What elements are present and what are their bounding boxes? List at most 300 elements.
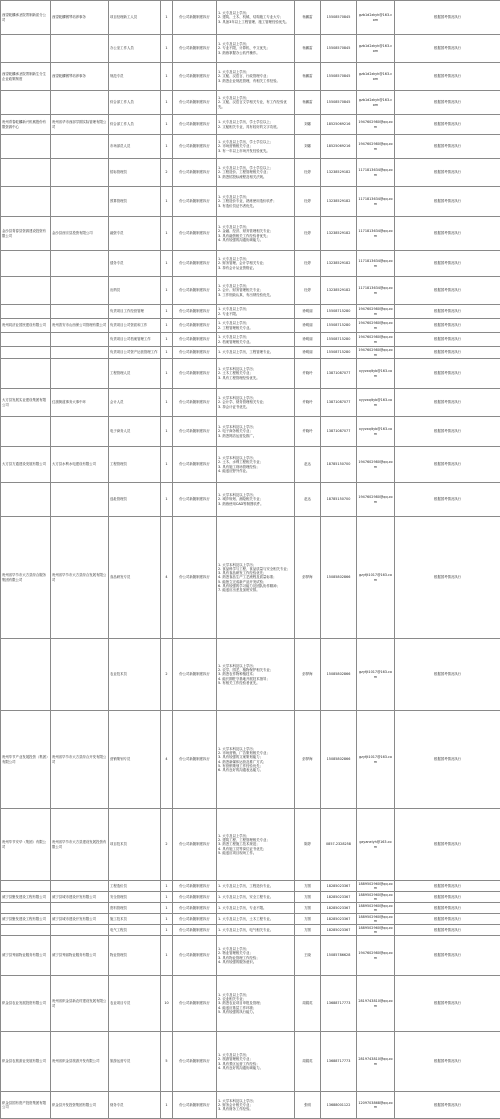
contact-person-cell: 杨鹏雷 [295,35,321,63]
headcount-cell: 1 [161,135,173,159]
note-cell: 根据国考情况执行 [395,914,500,925]
requirement-line: 1. 大专及以上学历； [218,195,293,199]
requirement-line: 5. 能独立完成新产品开发试验； [218,580,293,584]
contact-person-cell: 彭梦海 [295,517,321,639]
department-cell [51,135,109,159]
phone-cell: 15508715280 [321,333,357,347]
employment-mode-cell: 份公司新随制度执行 [173,305,217,319]
requirements-cell [217,881,295,892]
phone-cell: 13871087077 [321,389,357,417]
headcount-cell: 10 [161,976,173,1032]
note-cell: 根据国考情况执行 [395,517,500,639]
company-cell [1,639,51,711]
requirement-line: 3. 熟悉网店运营及推广。 [218,434,293,438]
table-row [1,347,500,359]
requirement-line: 1. 大学本科及以上学历； [218,425,293,429]
employment-mode-cell: 份公司新随制度执行 [173,333,217,347]
requirements-cell [217,251,295,277]
requirements-cell [217,359,295,389]
requirement-line: 4. 具有较强的沟通协调能力。 [218,238,293,242]
requirement-line: 6. 具有较强的学习能力及团队协作精神； [218,584,293,588]
email-cell: 1947602980@qq.com [357,333,395,347]
phone-cell: 13238529182 [321,187,357,217]
department-cell [51,333,109,347]
company-cell [1,135,51,159]
requirement-line: 1. 大专及以上学历，专业不限。 [218,906,293,910]
requirements-cell [217,936,295,976]
table-row [1,483,500,517]
requirement-line: 1. 大专及以上学历，学士学位以上； [218,120,293,124]
requirement-line: 2. 专业不限。 [218,312,293,316]
note-cell: 根据国考情况执行 [395,63,500,91]
headcount-cell: 2 [161,159,173,187]
department-cell [51,277,109,305]
phone-cell: 13688717773 [321,1032,357,1092]
contact-person-cell: 杨鹏雷 [295,63,321,91]
table-row [1,1,500,35]
email-cell: 1889502960@qq.com [357,881,395,892]
requirement-line: 2. 档案管理相关专业。 [218,340,293,344]
position-cell: 负责项目公司档案管理工作 [109,333,161,347]
employment-mode-cell: 份公司新随制度执行 [173,639,217,711]
company-cell [1,251,51,277]
table-row [1,159,500,187]
contact-person-cell: 张明 [295,1092,321,1119]
email-cell: gzb1d2zkyh@163.com [357,63,395,91]
employment-mode-cell: 份公司新随制度执行 [173,892,217,903]
note-cell: 根据国考情况执行 [395,639,500,711]
requirement-line: 2. 土木、水利工程相关专业； [218,460,293,464]
phone-cell: 13238529182 [321,217,357,251]
email-cell: gzb1d2zkyh@163.com [357,91,395,115]
employment-mode-cell: 份公司新随制度执行 [173,809,217,881]
department-cell [51,359,109,389]
email-cell: 1889502960@qq.com [357,925,395,936]
note-cell: 根据国考情况执行 [395,217,500,251]
email-cell: 2819743810@qq.com [357,1032,395,1092]
requirement-line: 2. 金融、经济、财务管理相关专业； [218,229,293,233]
requirements-cell [217,892,295,903]
requirement-line: 4. 能适应野外作业。 [218,469,293,473]
table-row [1,63,500,91]
phone-cell: 15508715280 [321,319,357,333]
position-cell: 电气工程员 [109,925,161,936]
headcount-cell: 4 [161,517,173,639]
position-cell: 农业技术员 [109,639,161,711]
table-row [1,187,500,217]
department-cell [51,91,109,115]
requirement-line: 4. 具有良好的沟通协调能力。 [218,1066,293,1070]
company-cell [1,159,51,187]
table-row [1,809,500,881]
phone-cell: 15508570845 [321,91,357,115]
requirement-line: 1. 大专及以上学历； [218,96,293,100]
employment-mode-cell: 份公司新随制度执行 [173,517,217,639]
email-cell: 1889502960@qq.com [357,903,395,914]
headcount-cell: 1 [161,333,173,347]
requirement-line: 1. 大学本科及以上学历； [218,493,293,497]
requirement-line: 1. 大专及以上学历； [218,307,293,311]
requirement-line: 3. 持会计证书优先。 [218,405,293,409]
requirement-line: 2. 建筑、土木、机械、结构施工专业大专； [218,15,293,19]
requirement-line: 1. 大专及以上学历； [218,11,293,15]
note-cell: 根据国考情况执行 [395,187,500,217]
phone-cell: 18785150700 [321,483,357,517]
contact-person-cell: 杨鹏雷 [295,91,321,115]
headcount-cell: 1 [161,251,173,277]
note-cell: 根据国考情况执行 [395,925,500,936]
contact-person-cell: 杜婷 [295,251,321,277]
phone-cell: 18285023367 [321,892,357,903]
email-cell: 1171813634@qq.com [357,251,395,277]
headcount-cell: 1 [161,1,173,35]
table-row [1,135,500,159]
contact-person-cell: 陈婷 [295,809,321,881]
table-row [1,936,500,976]
phone-cell: 18525069216 [321,115,357,135]
headcount-cell: 1 [161,91,173,115]
headcount-cell: 2 [161,809,173,881]
employment-mode-cell: 份公司新随制度执行 [173,115,217,135]
requirement-line: 2. 财务会计相关专业； [218,1103,293,1107]
requirements-cell [217,35,295,63]
employment-mode-cell: 份公司新随制度执行 [173,159,217,187]
email-cell: 1947602980@qq.com [357,135,395,159]
company-cell: 金沙县青春县资源建设投资有限公司 [1,217,51,251]
requirements-cell [217,115,295,135]
headcount-cell: 1 [161,914,173,925]
requirements-cell [217,1,295,35]
requirement-line: 2. 专业不限，计算机、中文优先； [218,46,293,50]
note-cell: 根据国考情况执行 [395,903,500,914]
requirements-cell [217,305,295,319]
note-cell: 根据国考情况执行 [395,881,500,892]
note-cell: 根据国考情况执行 [395,483,500,517]
table-row [1,1032,500,1092]
employment-mode-cell: 份公司新随制度执行 [173,319,217,333]
note-cell: 根据国考情况执行 [395,892,500,903]
headcount-cell: 1 [161,447,173,483]
requirement-line: 1. 大专及以上学历； [218,284,293,288]
department-cell: 威宁县城市建设开发有限公司 [51,892,109,903]
phone-cell: 15508570845 [321,1,357,35]
requirements-cell [217,976,295,1032]
table-row [1,925,500,936]
requirements-cell [217,1092,295,1119]
email-cell: 1947602980@qq.com [357,483,395,517]
phone-cell: 13688717773 [321,976,357,1032]
table-row [1,1092,500,1119]
requirement-line: 2. 电子商务相关专业； [218,429,293,433]
email-cell: 1947602980@qq.com [357,936,395,976]
contact-person-cell: 刘娜 [295,115,321,135]
email-cell: 2819743810@qq.com [357,976,395,1032]
table-row [1,447,500,483]
requirements-cell [217,187,295,217]
email-cell: xyyzxqltyb@163.com [357,417,395,447]
email-cell: gzyanelyh@163.com [357,809,395,881]
table-row [1,976,500,1032]
company-cell [1,347,51,359]
table-row [1,333,500,347]
company-cell [1,483,51,517]
phone-cell: 13688001122 [321,1092,357,1119]
note-cell: 根据国考情况执行 [395,1092,500,1119]
requirement-line: 1. 大专及以上学历，电气相关专业。 [218,928,293,932]
position-cell: 营销策划专员 [109,711,161,809]
requirement-line: 1. 大专及以上学历； [218,70,293,74]
headcount-cell: 1 [161,217,173,251]
company-cell: 威宁县聚发建设工程有限公司 [1,892,51,903]
requirement-line: 1. 大专及以上学历，安全工程专业。 [218,895,293,899]
requirement-line: 2. 文秘、汉语言文学相关专业，有工作经验优先。 [218,100,293,108]
department-cell: 西望乾麟钢琴培养事务 [51,1,109,35]
company-cell: 威宁县聚发建设工程有限公司 [1,914,51,925]
table-row [1,35,500,63]
contact-person-cell: 徐明丽 [295,305,321,319]
contact-person-cell: 杨鹏雷 [295,1,321,35]
contact-person-cell: 方圆 [295,914,321,925]
department-cell: 威宁县秀丽物业服务有限公司 [51,936,109,976]
department-cell: 贵州省毕节市大方县综合发展有限公司 [51,517,109,639]
phone-cell: 15508715280 [321,305,357,319]
headcount-cell: 1 [161,936,173,976]
contact-person-cell: 徐明丽 [295,333,321,347]
employment-mode-cell: 份公司新随制度执行 [173,903,217,914]
requirement-line: 2. 旅游管理相关专业； [218,1057,293,1061]
position-cell: 工程管理人员 [109,359,161,389]
requirement-line: 1. 大专及以上学历； [218,1053,293,1057]
email-cell: 1889502960@qq.com [357,914,395,925]
email-cell: 1947602980@qq.com [357,115,395,135]
department-cell [51,347,109,359]
contact-person-cell: 方圆 [295,892,321,903]
contact-person-cell: 杜婷 [295,277,321,305]
employment-mode-cell: 份公司新随制度执行 [173,976,217,1032]
note-cell: 根据国考情况执行 [395,976,500,1032]
requirement-line: 2. 建筑工程、工程管理相关专业； [218,838,293,842]
company-cell: 贵州同济业国民建设有限公司 [1,319,51,333]
email-cell: 1171813634@qq.com [357,187,395,217]
department-cell: 威宁县城市建设开发有限公司 [51,914,109,925]
phone-cell: 15508570845 [321,35,357,63]
position-cell: 项目经理新工人员 [109,1,161,35]
requirements-cell [217,1032,295,1092]
table-row [1,389,500,417]
department-cell: 西望乾麟钢琴培养事务 [51,63,109,91]
table-row [1,711,500,809]
requirements-cell [217,711,295,809]
requirement-line: 6. 具有良好的沟通表达能力。 [218,768,293,772]
contact-person-cell: 周娟英 [295,976,321,1032]
headcount-cell: 1 [161,417,173,447]
requirement-line: 1. 大专及以上学历，学士学位以上； [218,166,293,170]
requirements-cell [217,925,295,936]
requirement-line: 4. 熟悉食品生产工艺流程及质量标准； [218,575,293,579]
department-cell: 贵州省华市西部学期实际管理有限公司 [51,115,109,135]
note-cell: 根据国考情况执行 [395,1032,500,1092]
contact-person-cell: 赵达 [295,483,321,517]
position-cell: 电子商务人员 [109,417,161,447]
requirements-cell [217,347,295,359]
table-row [1,881,500,892]
department-cell: 织金县开发投资集团有限公司 [51,1092,109,1119]
employment-mode-cell: 份公司新随制度执行 [173,881,217,892]
company-cell: 织金县农业发展投资有限公司 [1,976,51,1032]
employment-mode-cell: 份公司新随制度执行 [173,135,217,159]
requirement-line: 1. 大学本科及以上学历； [218,747,293,751]
requirement-line: 1. 大学本科及以上学历； [218,1099,293,1103]
company-cell [1,925,51,936]
contact-person-cell: 周娟英 [295,1032,321,1092]
company-cell: 贵州省毕节市大方县综合服务集团有限公司 [1,517,51,639]
position-cell: 综合部工作人员 [109,91,161,115]
note-cell: 根据国考情况执行 [395,417,500,447]
phone-cell: 13238529182 [321,251,357,277]
requirements-cell [217,639,295,711]
contact-person-cell: 刘娜 [295,135,321,159]
employment-mode-cell: 份公司新随制度执行 [173,711,217,809]
headcount-cell: 1 [161,347,173,359]
requirement-line: 3. 具有融资相关工作经验者优先； [218,234,293,238]
requirement-line: 2. 文秘相关专业，具有较好的文字功底。 [218,125,293,129]
contact-person-cell: 彭梦海 [295,639,321,711]
requirement-line: 5. 具有较强的执行能力。 [218,1010,293,1014]
company-cell [1,881,51,892]
email-cell: 1889502960@qq.com [357,892,395,903]
requirements-cell [217,447,295,483]
position-cell: 资料管理员 [109,903,161,914]
phone-cell: 13238529182 [321,159,357,187]
requirements-cell [217,63,295,91]
contact-person-cell: 许晓玲 [295,359,321,389]
headcount-cell: 1 [161,359,173,389]
headcount-cell: 1 [161,483,173,517]
department-cell: 贵州省毕节市大方县综合开发有限公司 [51,711,109,809]
position-cell: 施工技术员 [109,914,161,925]
requirement-line: 3. 具有施工现场管理经验； [218,465,293,469]
requirement-line: 2. 市场营销、广告策划相关专业； [218,751,293,755]
requirement-line: 2. 工程管理相关专业。 [218,326,293,330]
phone-cell: 18525069216 [321,135,357,159]
note-cell: 根据国考情况执行 [395,251,500,277]
headcount-cell: 1 [161,881,173,892]
contact-person-cell: 杜婷 [295,187,321,217]
requirement-line: 5. 有相关工作经验者优先。 [218,681,293,685]
position-cell: 规范专员 [109,63,161,91]
table-row [1,251,500,277]
table-row [1,914,500,925]
requirement-line: 4. 能适应基层工作环境； [218,1006,293,1010]
requirements-cell [217,319,295,333]
requirements-cell [217,903,295,914]
department-cell [51,251,109,277]
position-cell: 选址管理员 [109,483,161,517]
headcount-cell: 1 [161,277,173,305]
note-cell: 根据国考情况执行 [395,333,500,347]
requirement-line: 3. 持有会计从业资格证。 [218,266,293,270]
phone-cell: 18285023367 [321,903,357,914]
phone-cell: 18285023367 [321,925,357,936]
company-cell: 贵州毕节产业发展投资（集团）有限公司 [1,711,51,809]
department-cell [51,483,109,517]
contact-person-cell: 赵达 [295,447,321,483]
note-cell: 根据国考情况执行 [395,1,500,35]
department-cell: 大方县水利水电建设有限公司 [51,447,109,483]
email-cell: 1171813634@qq.com [357,159,395,187]
employment-mode-cell: 份公司新随制度执行 [173,187,217,217]
employment-mode-cell: 份公司新随制度执行 [173,389,217,417]
headcount-cell: 1 [161,187,173,217]
table-row [1,91,500,115]
requirement-line: 3. 具有物业管理工作经验； [218,956,293,960]
position-cell: 项目技术员 [109,809,161,881]
note-cell: 根据国考情况执行 [395,159,500,187]
table-row [1,277,500,305]
company-cell [1,91,51,115]
requirement-line: 1. 大学本科及以上学历； [218,396,293,400]
requirement-line: 1. 大专及以上学历，学士学位以上； [218,140,293,144]
email-cell: 1947602980@qq.com [357,347,395,359]
requirements-cell [217,91,295,115]
headcount-cell: 1 [161,319,173,333]
requirements-cell [217,417,295,447]
requirement-line: 2. 城乡规划、测绘相关专业； [218,497,293,501]
requirement-line: 1. 大专及以上学历； [218,335,293,339]
requirements-cell [217,135,295,159]
position-cell: 债务专员 [109,251,161,277]
email-cell: xyyzxqltyb@163.com [357,389,395,417]
table-row [1,305,500,319]
company-cell [1,417,51,447]
requirement-line: 1. 大学本科及以上学历； [218,456,293,460]
requirement-line: 3. 熟练使用CAD等制图软件。 [218,502,293,506]
requirement-line: 1. 大专及以上学历； [218,947,293,951]
phone-cell: 18285023367 [321,881,357,892]
company-cell [1,903,51,914]
position-cell: 工程造价员 [109,881,161,892]
contact-person-cell: 杜婷 [295,159,321,187]
position-cell: 食品研发专员 [109,517,161,639]
phone-cell: 15508570845 [321,63,357,91]
requirements-cell [217,517,295,639]
headcount-cell: 1 [161,925,173,936]
requirements-cell [217,389,295,417]
position-cell: 招标管理员 [109,159,161,187]
department-cell [51,903,109,914]
requirement-line: 5. 能适应项目现场工作。 [218,851,293,855]
department-cell: 贵州省织金县新农村建设发展有限公司 [51,976,109,1032]
company-cell: 西望乾麟承圣院菁制新质分公司 [1,1,51,35]
requirement-line: 2. 农学、园艺、植物保护相关专业； [218,668,293,672]
employment-mode-cell: 份公司新随制度执行 [173,35,217,63]
requirement-line: 2. 食品科学与工程、食品质量与安全相关专业； [218,567,293,571]
position-cell: 财务专员 [109,1092,161,1119]
department-cell: 金沙县西宗县投资有限公司 [51,217,109,251]
company-cell: 织金县国有资产投资集团有限公司 [1,1092,51,1119]
email-cell: gzb1d2zkyh@163.com [357,35,395,63]
requirement-line: 1. 大学本科及以上学历； [218,563,293,567]
email-cell: gzyfjt1017@163.com [357,711,395,809]
department-cell [51,35,109,63]
table-row [1,517,500,639]
email-cell: gzyfjt1017@163.com [357,639,395,711]
table-row [1,359,500,389]
headcount-cell: 1 [161,305,173,319]
requirement-line: 1. 大专及以上学历； [218,993,293,997]
phone-cell: 15085786628 [321,936,357,976]
headcount-cell: 1 [161,35,173,63]
